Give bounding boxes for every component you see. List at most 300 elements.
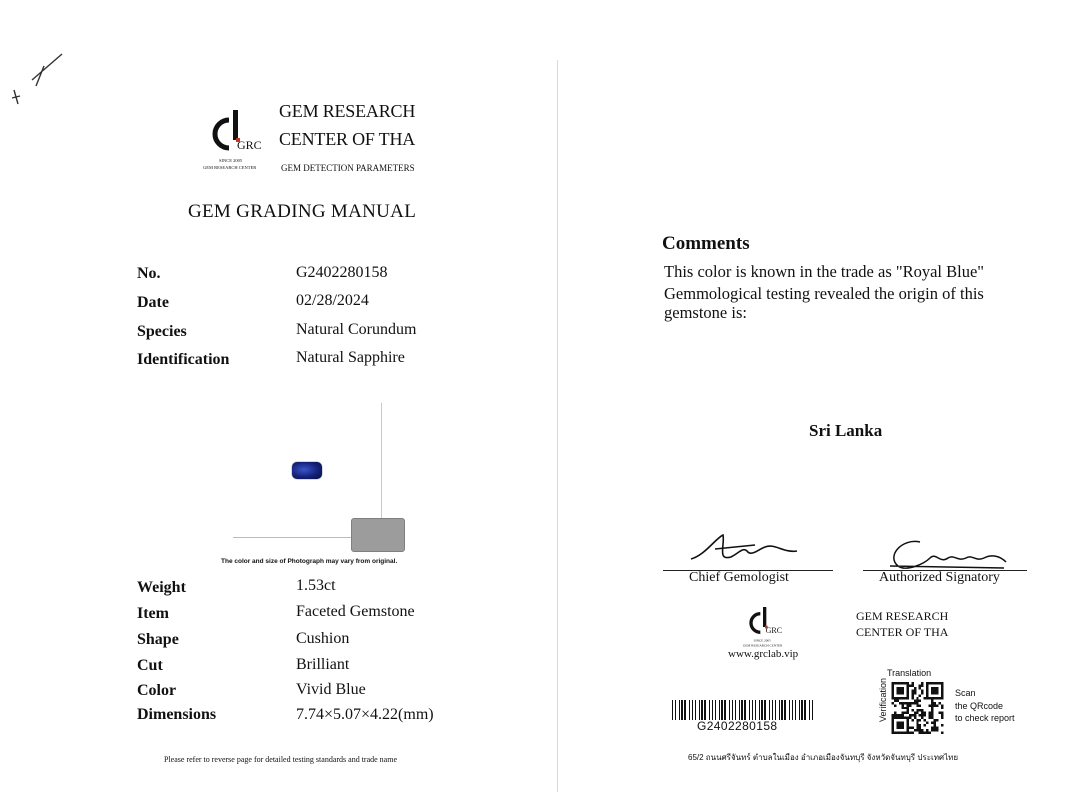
qr-module (926, 732, 928, 734)
qr-module (909, 702, 911, 704)
qr-module (901, 724, 903, 726)
qr-module (892, 732, 894, 734)
qr-module (941, 694, 943, 696)
property-label-color: Color (137, 682, 177, 699)
qr-module (931, 709, 933, 711)
qr-module (892, 682, 894, 684)
qr-module (909, 704, 911, 706)
qr-module (901, 689, 903, 691)
qr-module (894, 717, 896, 719)
barcode-bar (799, 700, 800, 720)
qr-module (919, 709, 921, 711)
barcode-bar (735, 700, 736, 720)
logo-center: GEM RESEARCH CENTER (203, 165, 257, 170)
qr-module (934, 689, 936, 691)
qr-module (936, 689, 938, 691)
qr-module (892, 694, 894, 696)
qr-module (919, 684, 921, 686)
barcode (672, 700, 815, 720)
qr-module (899, 722, 901, 724)
qr-module (906, 732, 908, 734)
qr-module (896, 714, 898, 716)
qr-module (919, 732, 921, 734)
barcode-bar (744, 700, 746, 720)
barcode-bar (812, 700, 813, 720)
qr-module (936, 729, 938, 731)
qr-module (921, 682, 923, 684)
qr-module (931, 722, 933, 724)
qr-module (911, 702, 913, 704)
qr-module (931, 714, 933, 716)
barcode-bar (689, 700, 690, 720)
property-value-cut: Brilliant (296, 656, 350, 673)
qr-module (931, 712, 933, 714)
barcode-number: G2402280158 (697, 719, 778, 733)
qr-module (924, 719, 926, 721)
qr-module (931, 707, 933, 709)
qr-module (931, 717, 933, 719)
qr-module (904, 702, 906, 704)
qr-module (904, 732, 906, 734)
qr-module (919, 687, 921, 689)
qr-module (899, 724, 901, 726)
qr-module (929, 704, 931, 706)
qr-module (926, 692, 928, 694)
qr-module (896, 724, 898, 726)
qr-module (924, 697, 926, 699)
qr-instruction-line3: to check report (955, 713, 1015, 723)
qr-module (904, 697, 906, 699)
qr-module (916, 722, 918, 724)
qr-module (941, 684, 943, 686)
qr-module (899, 697, 901, 699)
qr-module (901, 702, 903, 704)
qr-module (941, 707, 943, 709)
qr-module (904, 707, 906, 709)
grc-logo (203, 108, 263, 172)
logo-text: GRC (237, 138, 262, 152)
qr-module (911, 689, 913, 691)
qr-module (906, 729, 908, 731)
qr-module (929, 697, 931, 699)
detail-value-identification: Natural Sapphire (296, 349, 405, 366)
qr-module (941, 682, 943, 684)
qr-module (931, 689, 933, 691)
qr-module (906, 712, 908, 714)
barcode-bar (792, 700, 793, 720)
qr-module (901, 687, 903, 689)
qr-module (916, 697, 918, 699)
qr-code[interactable] (886, 682, 949, 734)
barcode-bar (772, 700, 773, 720)
qr-module (936, 687, 938, 689)
property-label-item: Item (137, 605, 169, 622)
qr-instruction-line2: the QRcode (955, 701, 1004, 711)
qr-module (896, 697, 898, 699)
barcode-bar (801, 700, 803, 720)
barcode-bar (804, 700, 806, 720)
qr-module (926, 687, 928, 689)
barcode-bar (704, 700, 706, 720)
gem-photo (292, 462, 322, 479)
lab-address: 65/2 ถนนศรีจันทร์ ตำบลในเมือง อำเภอเมืองจันทบุรี จังหวัดจันทบุรี ประเทศไทย (688, 753, 959, 762)
property-value-dimensions: 7.74×5.07×4.22(mm) (296, 706, 434, 723)
barcode-bar (749, 700, 750, 720)
qr-module (939, 702, 941, 704)
barcode-bar (739, 700, 740, 720)
header-subtitle: GEM DETECTION PARAMETERS (281, 163, 415, 173)
qr-module (921, 729, 923, 731)
barcode-bar (684, 700, 686, 720)
barcode-bar (681, 700, 683, 720)
barcode-bar (732, 700, 733, 720)
qr-module (901, 717, 903, 719)
property-label-shape: Shape (137, 631, 179, 648)
qr-module (899, 727, 901, 729)
qr-title: Translation (887, 668, 932, 678)
qr-module (931, 682, 933, 684)
qr-module (936, 727, 938, 729)
qr-module (934, 724, 936, 726)
logo-small-text: GRC (765, 626, 783, 635)
comments-title: Comments (662, 233, 750, 254)
qr-module (916, 699, 918, 701)
qr-module (914, 689, 916, 691)
property-label-weight: Weight (137, 579, 186, 596)
qr-module (926, 684, 928, 686)
qr-module (892, 692, 894, 694)
qr-module (904, 712, 906, 714)
qr-module (914, 687, 916, 689)
qr-module (906, 722, 908, 724)
logo-small-since: SINCE 2005 (753, 638, 771, 643)
qr-module (941, 714, 943, 716)
qr-module (896, 687, 898, 689)
property-label-cut: Cut (137, 657, 163, 674)
footer-name-line2: CENTER OF THA (856, 625, 949, 639)
barcode-bar (679, 700, 680, 720)
comment-line-1: This color is known in the trade as "Royal Blue" (664, 262, 985, 281)
qr-module (926, 729, 928, 731)
qr-module (909, 727, 911, 729)
qr-module (909, 717, 911, 719)
qr-module (911, 684, 913, 686)
qr-module (914, 702, 916, 704)
qr-module (906, 702, 908, 704)
qr-module (934, 727, 936, 729)
qr-module (934, 722, 936, 724)
qr-module (892, 729, 894, 731)
detail-label-no: No. (137, 265, 161, 282)
qr-module (931, 729, 933, 731)
qr-module (892, 689, 894, 691)
qr-module (906, 709, 908, 711)
qr-module (906, 689, 908, 691)
qr-module (921, 709, 923, 711)
barcode-bar (715, 700, 716, 720)
qr-module (892, 684, 894, 686)
qr-module (941, 689, 943, 691)
qr-module (919, 727, 921, 729)
qr-module (916, 727, 918, 729)
qr-module (939, 697, 941, 699)
barcode-bar (759, 700, 760, 720)
header-name-line1: GEM RESEARCH (279, 101, 416, 121)
qr-module (931, 699, 933, 701)
authorized-signatory-label: Authorized Signatory (879, 570, 1000, 585)
barcode-bar (709, 700, 710, 720)
chief-signature-mark (685, 531, 805, 571)
qr-module (901, 692, 903, 694)
barcode-bar (789, 700, 790, 720)
qr-module (931, 697, 933, 699)
qr-module (914, 717, 916, 719)
barcode-bar (692, 700, 693, 720)
qr-module (919, 704, 921, 706)
qr-module (926, 697, 928, 699)
qr-module (931, 704, 933, 706)
qr-module (896, 699, 898, 701)
qr-module (934, 682, 936, 684)
qr-module (901, 707, 903, 709)
qr-module (934, 692, 936, 694)
qr-module (916, 719, 918, 721)
qr-module (916, 724, 918, 726)
qr-side-label: Verification (878, 677, 888, 722)
qr-module (901, 682, 903, 684)
barcode-bar (701, 700, 703, 720)
barcode-bar (712, 700, 713, 720)
qr-module (904, 717, 906, 719)
property-label-dimensions: Dimensions (137, 706, 217, 723)
photo-guide-horizontal (233, 537, 352, 538)
detail-label-identification: Identification (137, 351, 230, 368)
qr-module (901, 712, 903, 714)
qr-module (929, 732, 931, 734)
logo-small-center: GEM RESEARCH CENTER (743, 643, 783, 648)
qr-module (931, 692, 933, 694)
center-divider (557, 60, 558, 792)
grc-logo-small (743, 605, 783, 649)
qr-module (899, 689, 901, 691)
qr-module (906, 684, 908, 686)
qr-module (916, 712, 918, 714)
qr-module (911, 714, 913, 716)
qr-module (941, 704, 943, 706)
qr-module (924, 712, 926, 714)
qr-module (921, 732, 923, 734)
qr-module (934, 697, 936, 699)
qr-module (919, 714, 921, 716)
qr-module (901, 722, 903, 724)
property-value-weight: 1.53ct (296, 577, 336, 594)
qr-module (894, 712, 896, 714)
qr-module (892, 714, 894, 716)
qr-module (906, 724, 908, 726)
photo-guide-vertical (381, 403, 382, 520)
qr-module (934, 704, 936, 706)
qr-module (896, 717, 898, 719)
barcode-bar (695, 700, 696, 720)
qr-module (919, 719, 921, 721)
qr-module (909, 714, 911, 716)
qr-module (929, 717, 931, 719)
qr-module (941, 732, 943, 734)
qr-module (934, 702, 936, 704)
barcode-bar (719, 700, 720, 720)
qr-module (931, 702, 933, 704)
qr-module (892, 724, 894, 726)
qr-module (911, 709, 913, 711)
qr-module (894, 714, 896, 716)
qr-module (929, 712, 931, 714)
qr-module (911, 694, 913, 696)
origin-value: Sri Lanka (809, 421, 883, 440)
qr-module (901, 732, 903, 734)
qr-module (941, 687, 943, 689)
footnote: Please refer to reverse page for detailed testing standards and trade name (164, 755, 398, 764)
qr-module (921, 692, 923, 694)
qr-module (896, 722, 898, 724)
qr-module (892, 687, 894, 689)
qr-module (892, 722, 894, 724)
qr-module (936, 697, 938, 699)
barcode-bar (752, 700, 753, 720)
qr-module (906, 717, 908, 719)
qr-module (901, 704, 903, 706)
barcode-bar (775, 700, 776, 720)
qr-module (926, 689, 928, 691)
qr-module (899, 714, 901, 716)
comment-line-3: gemstone is: (664, 303, 747, 322)
qr-module (914, 692, 916, 694)
qr-module (919, 699, 921, 701)
qr-module (934, 729, 936, 731)
qr-module (921, 717, 923, 719)
website-link[interactable]: www.grclab.vip (728, 648, 799, 660)
qr-module (892, 719, 894, 721)
qr-module (896, 682, 898, 684)
property-value-color: Vivid Blue (296, 681, 366, 698)
qr-module (914, 714, 916, 716)
photo-scale-card (351, 518, 405, 552)
qr-module (926, 694, 928, 696)
qr-module (909, 732, 911, 734)
qr-module (936, 704, 938, 706)
qr-module (899, 732, 901, 734)
qr-module (906, 727, 908, 729)
qr-module (901, 714, 903, 716)
qr-module (941, 692, 943, 694)
qr-module (894, 704, 896, 706)
qr-module (921, 689, 923, 691)
qr-module (939, 682, 941, 684)
qr-module (906, 704, 908, 706)
qr-module (911, 692, 913, 694)
barcode-bar (724, 700, 726, 720)
property-value-shape: Cushion (296, 630, 350, 647)
qr-module (899, 702, 901, 704)
qr-module (896, 689, 898, 691)
document-title: GEM GRADING MANUAL (188, 201, 417, 222)
barcode-bar (761, 700, 763, 720)
qr-module (914, 712, 916, 714)
qr-module (906, 692, 908, 694)
qr-module (911, 682, 913, 684)
qr-module (906, 719, 908, 721)
qr-module (906, 694, 908, 696)
barcode-bar (672, 700, 673, 720)
barcode-bar (675, 700, 676, 720)
qr-module (929, 682, 931, 684)
qr-module (906, 682, 908, 684)
qr-module (899, 682, 901, 684)
qr-module (916, 704, 918, 706)
qr-module (906, 687, 908, 689)
barcode-bar (784, 700, 786, 720)
qr-module (899, 717, 901, 719)
qr-module (919, 694, 921, 696)
qr-module (896, 692, 898, 694)
qr-module (899, 687, 901, 689)
qr-module (924, 732, 926, 734)
qr-module (941, 717, 943, 719)
qr-module (924, 724, 926, 726)
qr-module (892, 697, 894, 699)
qr-module (936, 719, 938, 721)
property-value-item: Faceted Gemstone (296, 603, 415, 620)
qr-module (934, 719, 936, 721)
barcode-bar (769, 700, 770, 720)
pen-mark (10, 50, 70, 110)
detail-value-date: 02/28/2024 (296, 292, 369, 309)
qr-module (936, 682, 938, 684)
chief-gemologist-label: Chief Gemologist (689, 570, 789, 585)
qr-module (892, 727, 894, 729)
detail-value-species: Natural Corundum (296, 321, 417, 338)
qr-module (906, 707, 908, 709)
qr-module (941, 712, 943, 714)
barcode-bar (795, 700, 796, 720)
photo-caption: The color and size of Photograph may vary from original. (221, 558, 398, 565)
qr-module (901, 697, 903, 699)
qr-instruction-line1: Scan (955, 688, 976, 698)
qr-module (894, 699, 896, 701)
barcode-bar (809, 700, 810, 720)
qr-module (899, 692, 901, 694)
qr-module (894, 682, 896, 684)
qr-module (914, 729, 916, 731)
barcode-bar (755, 700, 756, 720)
header-name-line2: CENTER OF THA (279, 129, 416, 149)
barcode-bar (779, 700, 780, 720)
qr-module (934, 687, 936, 689)
qr-module (909, 684, 911, 686)
logo-since: SINCE 2005 (219, 158, 243, 163)
qr-module (896, 732, 898, 734)
qr-module (929, 714, 931, 716)
qr-module (921, 712, 923, 714)
authorized-signature-mark (880, 534, 1010, 574)
qr-module (921, 684, 923, 686)
detail-label-date: Date (137, 294, 169, 311)
qr-module (939, 712, 941, 714)
qr-module (892, 717, 894, 719)
qr-module (916, 709, 918, 711)
qr-module (904, 682, 906, 684)
qr-module (936, 692, 938, 694)
qr-module (911, 732, 913, 734)
